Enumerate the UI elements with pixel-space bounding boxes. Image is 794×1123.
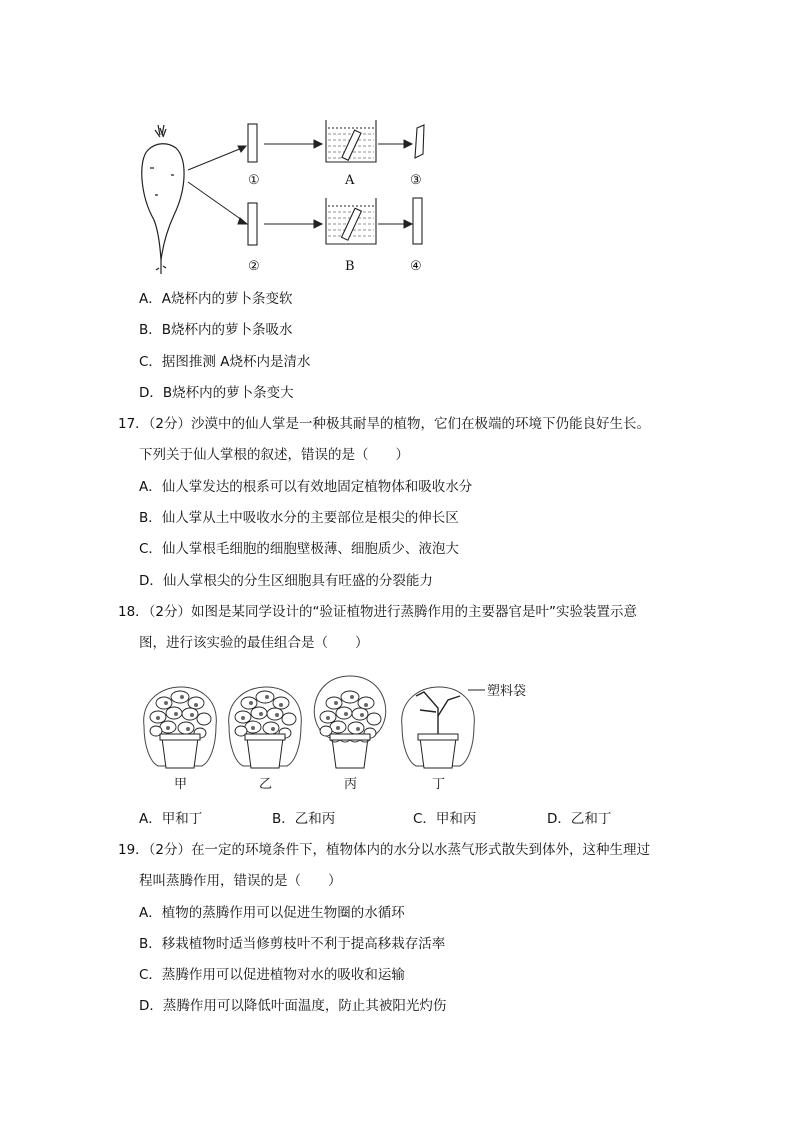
q17-option-a: A．仙人掌发达的根系可以有效地固定植物体和吸收水分 bbox=[139, 479, 473, 495]
q19-option-d: D．蒸腾作用可以降低叶面温度，防止其被阳光灼伤 bbox=[139, 998, 447, 1014]
q19-stem-line2: 程叫蒸腾作用，错误的是（ ） bbox=[139, 873, 342, 889]
q16-option-d: D．B烧杯内的萝卜条变大 bbox=[139, 385, 294, 401]
q18-stem-line1: 18．（2分）如图是某同学设计的“验证植物进行蒸腾作用的主要器官是叶”实验装置示意 bbox=[118, 604, 638, 620]
q16-option-c: C．据图推测 A烧杯内是清水 bbox=[139, 354, 311, 370]
label-bing: 丙 bbox=[344, 777, 358, 792]
q18-option-c: C．甲和丙 bbox=[413, 811, 477, 827]
label-strip-1: ① bbox=[248, 173, 260, 188]
q17-option-d: D．仙人掌根尖的分生区细胞具有旺盛的分裂能力 bbox=[139, 573, 433, 589]
setup-yi bbox=[229, 687, 302, 768]
q17-stem-line1: 17．（2分）沙漠中的仙人掌是一种极其耐旱的植物，它们在极端的环境下仍能良好生长。 bbox=[118, 416, 651, 432]
q18-stem-line2: 图，进行该实验的最佳组合是（ ） bbox=[139, 635, 369, 651]
q18-option-b: B．乙和丙 bbox=[272, 811, 336, 827]
q19-stem-line1: 19．（2分）在一定的环境条件下，植物体内的水分以水蒸气形式散失到体外，这种生理过 bbox=[118, 842, 651, 858]
label-strip-2: ② bbox=[248, 259, 260, 274]
setup-jia bbox=[144, 687, 217, 768]
label-jia: 甲 bbox=[174, 777, 188, 792]
label-ding: 丁 bbox=[432, 777, 446, 792]
label-yi: 乙 bbox=[259, 777, 273, 792]
label-strip-3: ③ bbox=[410, 173, 422, 188]
radish-experiment-figure bbox=[130, 120, 450, 280]
q17-option-b: B．仙人掌从土中吸收水分的主要部位是根尖的伸长区 bbox=[139, 510, 459, 526]
q16-option-b: B．B烧杯内的萝卜条吸水 bbox=[139, 322, 293, 338]
bag-label: 塑料袋 bbox=[487, 684, 527, 699]
q18-option-d: D．乙和丁 bbox=[547, 811, 612, 827]
q17-option-c: C．仙人掌根毛细胞的细胞壁极薄、细胞质少、液泡大 bbox=[139, 541, 459, 557]
label-beaker-a: A bbox=[345, 173, 355, 188]
label-strip-4: ④ bbox=[410, 259, 422, 274]
beaker-a bbox=[326, 120, 376, 162]
setup-bing bbox=[314, 676, 385, 768]
setup-ding bbox=[402, 687, 475, 768]
q18-options-row bbox=[139, 810, 639, 828]
q19-option-a: A．植物的蒸腾作用可以促进生物圈的水循环 bbox=[139, 905, 405, 921]
q18-option-a: A．甲和丁 bbox=[139, 811, 203, 827]
q17-stem-line2: 下列关于仙人掌根的叙述，错误的是（ ） bbox=[139, 447, 409, 463]
q19-option-b: B．移栽植物时适当修剪枝叶不利于提高移栽存活率 bbox=[139, 936, 446, 952]
beaker-b bbox=[326, 198, 376, 244]
label-beaker-b: B bbox=[345, 259, 355, 274]
q16-option-a: A．A烧杯内的萝卜条变软 bbox=[139, 291, 293, 307]
q19-option-c: C．蒸腾作用可以促进植物对水的吸收和运输 bbox=[139, 967, 405, 983]
transpiration-experiment-figure bbox=[140, 666, 560, 796]
radish-drawing bbox=[142, 125, 184, 274]
